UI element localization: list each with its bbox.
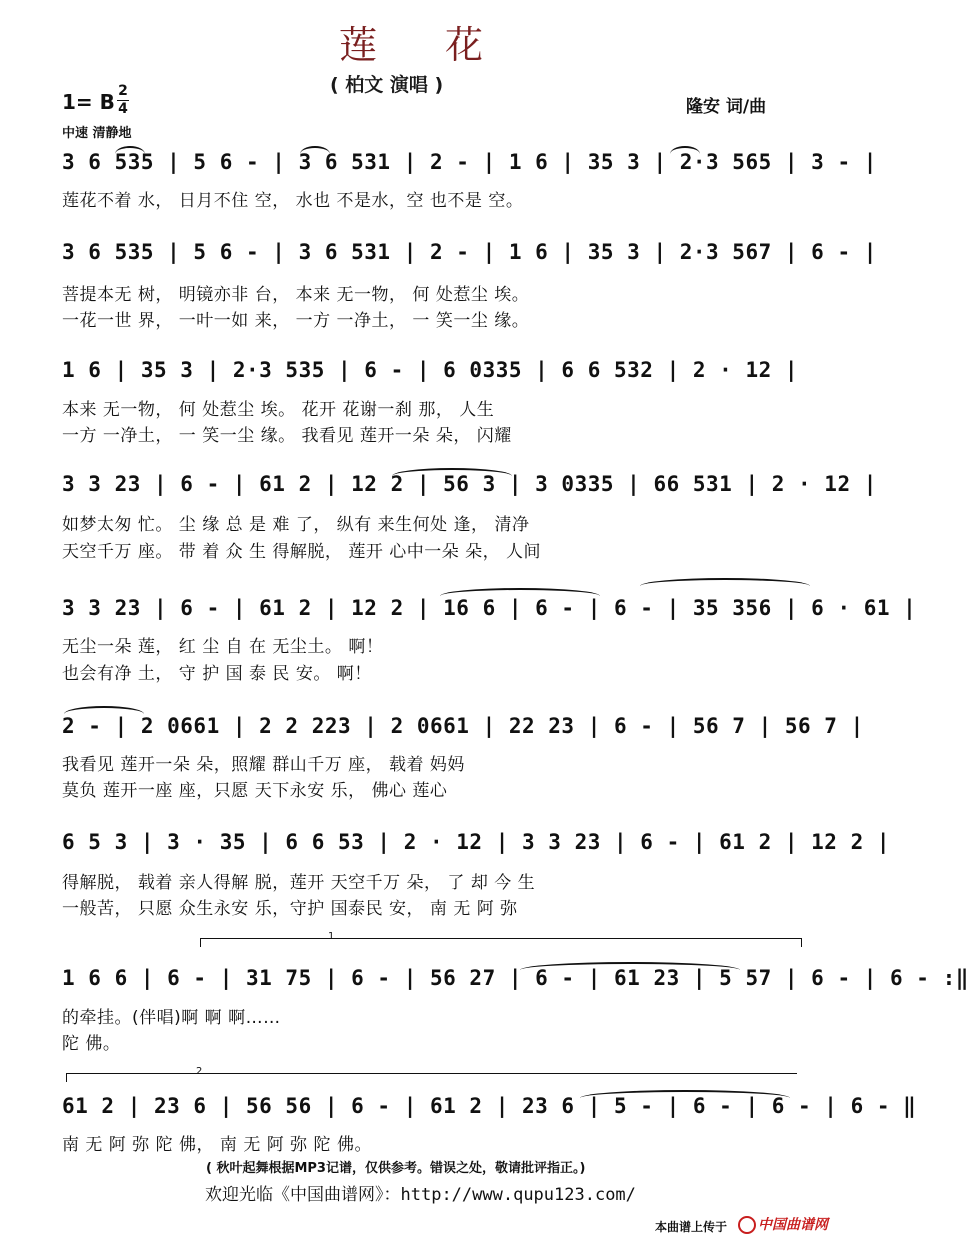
- score-row-4-lyric-2: 天空千万 座。 带 着 众 生 得解脱， 莲开 心中一朵 朵， 人间: [62, 542, 542, 562]
- slur: [300, 146, 330, 154]
- score-row-5-notes: 3 3 23 | 6 - | 61 2 | 12 2 | 16 6 | 6 - | 6 - | 35 356 | 6 · 61 |: [62, 596, 917, 620]
- key-signature: 1= B: [62, 90, 115, 114]
- score-row-4-notes: 3 3 23 | 6 - | 61 2 | 12 2 | 56 3 | 3 0335 | 66 531 | 2 · 12 |: [62, 472, 877, 496]
- score-row-7-notes: 6 5 3 | 3 · 35 | 6 6 53 | 2 · 12 | 3 3 23 | 6 - | 61 2 | 12 2 |: [62, 830, 891, 854]
- score-row-8-lyric-1: 的牵挂。(伴唱)啊 啊 啊……: [62, 1008, 281, 1028]
- slur: [440, 588, 600, 596]
- singer-credit: ( 柏文 演唱 ): [330, 74, 444, 96]
- score-row-8-notes: 1 6 6 | 6 - | 31 75 | 6 - | 56 27 | 6 - | 61 23 | 5 57 | 6 - | 6 - :‖: [62, 966, 969, 990]
- score-row-7-lyric-2: 一般苦， 只愿 众生永安 乐，守护 国泰民 安， 南 无 阿 弥: [62, 899, 518, 919]
- site-logo: [738, 1214, 828, 1234]
- time-signature-top: 2: [118, 83, 128, 99]
- slur: [520, 962, 740, 970]
- score-row-9-notes: 61 2 | 23 6 | 56 56 | 6 - | 61 2 | 23 6 | 5 - | 6 - | 6 - | 6 - ‖: [62, 1094, 917, 1118]
- site-footer: 欢迎光临《中国曲谱网》：http://www.qupu123.com/: [205, 1185, 636, 1205]
- slur: [580, 1090, 790, 1098]
- score-row-2-lyric-2: 一花一世 界， 一叶一如 来， 一方 一净土， 一 笑一尘 缘。: [62, 311, 530, 331]
- score-row-6-lyric-2: 莫负 莲开一座 座，只愿 天下永安 乐， 佛心 莲心: [62, 781, 448, 801]
- upload-caption: 本曲谱上传于: [655, 1220, 728, 1234]
- score-row-4-lyric-1: 如梦太匆 忙。 尘 缘 总 是 难 了， 纵有 来生何处 逢， 清净: [62, 515, 530, 535]
- score-row-2-lyric-1: 菩提本无 树， 明镜亦非 台， 本来 无一物， 何 处惹尘 埃。: [62, 285, 530, 305]
- logo-text: 中国曲谱网: [758, 1217, 828, 1233]
- time-signature-bottom: 4: [118, 101, 128, 117]
- volta-1-label: 1: [328, 931, 335, 942]
- slur: [670, 146, 700, 154]
- score-row-2-notes: 3 6 535 | 5 6 - | 3 6 531 | 2 - | 1 6 | 35 3 | 2·3 567 | 6 - |: [62, 240, 877, 264]
- song-title: 莲 花: [338, 23, 512, 67]
- volta-2-bracket: [66, 1073, 797, 1082]
- slur: [640, 578, 810, 586]
- time-signature: [117, 84, 129, 117]
- score-row-3-lyric-2: 一方 一净土， 一 笑一尘 缘。 我看见 莲开一朵 朵， 闪耀: [62, 426, 512, 446]
- transcription-notice: ( 秋叶起舞根据MP3记谱，仅供参考。错误之处，敬请批评指正。): [206, 1161, 586, 1176]
- slur: [392, 468, 512, 476]
- score-row-7-lyric-1: 得解脱， 载着 亲人得解 脱，莲开 天空千万 朵， 了 却 今 生: [62, 873, 536, 893]
- score-row-9-lyric-1: 南 无 阿 弥 陀 佛， 南 无 阿 弥 陀 佛。: [62, 1135, 372, 1155]
- volta-2-label: 2: [196, 1066, 203, 1077]
- volta-1-bracket: [200, 938, 802, 947]
- score-row-6-notes: 2 - | 2 0661 | 2 2 223 | 2 0661 | 22 23 | 6 - | 56 7 | 56 7 |: [62, 714, 864, 738]
- score-row-6-lyric-1: 我看见 莲开一朵 朵，照耀 群山千万 座， 载着 妈妈: [62, 755, 465, 775]
- score-row-5-lyric-1: 无尘一朵 莲， 红 尘 自 在 无尘土。 啊！: [62, 637, 384, 657]
- tempo-marking: 中速 清静地: [62, 126, 132, 141]
- score-row-8-lyric-2: 陀 佛。: [62, 1034, 121, 1054]
- score-row-3-notes: 1 6 | 35 3 | 2·3 535 | 6 - | 6 0335 | 6 6 532 | 2 · 12 |: [62, 358, 799, 382]
- logo-mark-icon: [738, 1216, 756, 1234]
- slur: [115, 146, 145, 154]
- score-row-5-lyric-2: 也会有净 土， 守 护 国 泰 民 安。 啊！: [62, 664, 372, 684]
- score-row-1-lyric-1: 莲花不着 水， 日月不住 空， 水也 不是水，空 也不是 空。: [62, 191, 524, 211]
- score-row-3-lyric-1: 本来 无一物， 何 处惹尘 埃。 花开 花谢一刹 那， 人生: [62, 400, 495, 420]
- author-credit: 隆安 词/曲: [686, 97, 767, 117]
- score-row-1-notes: 3 6 535 | 5 6 - | 3 6 531 | 2 - | 1 6 | 35 3 | 2·3 565 | 3 - |: [62, 150, 877, 174]
- slur: [64, 706, 144, 714]
